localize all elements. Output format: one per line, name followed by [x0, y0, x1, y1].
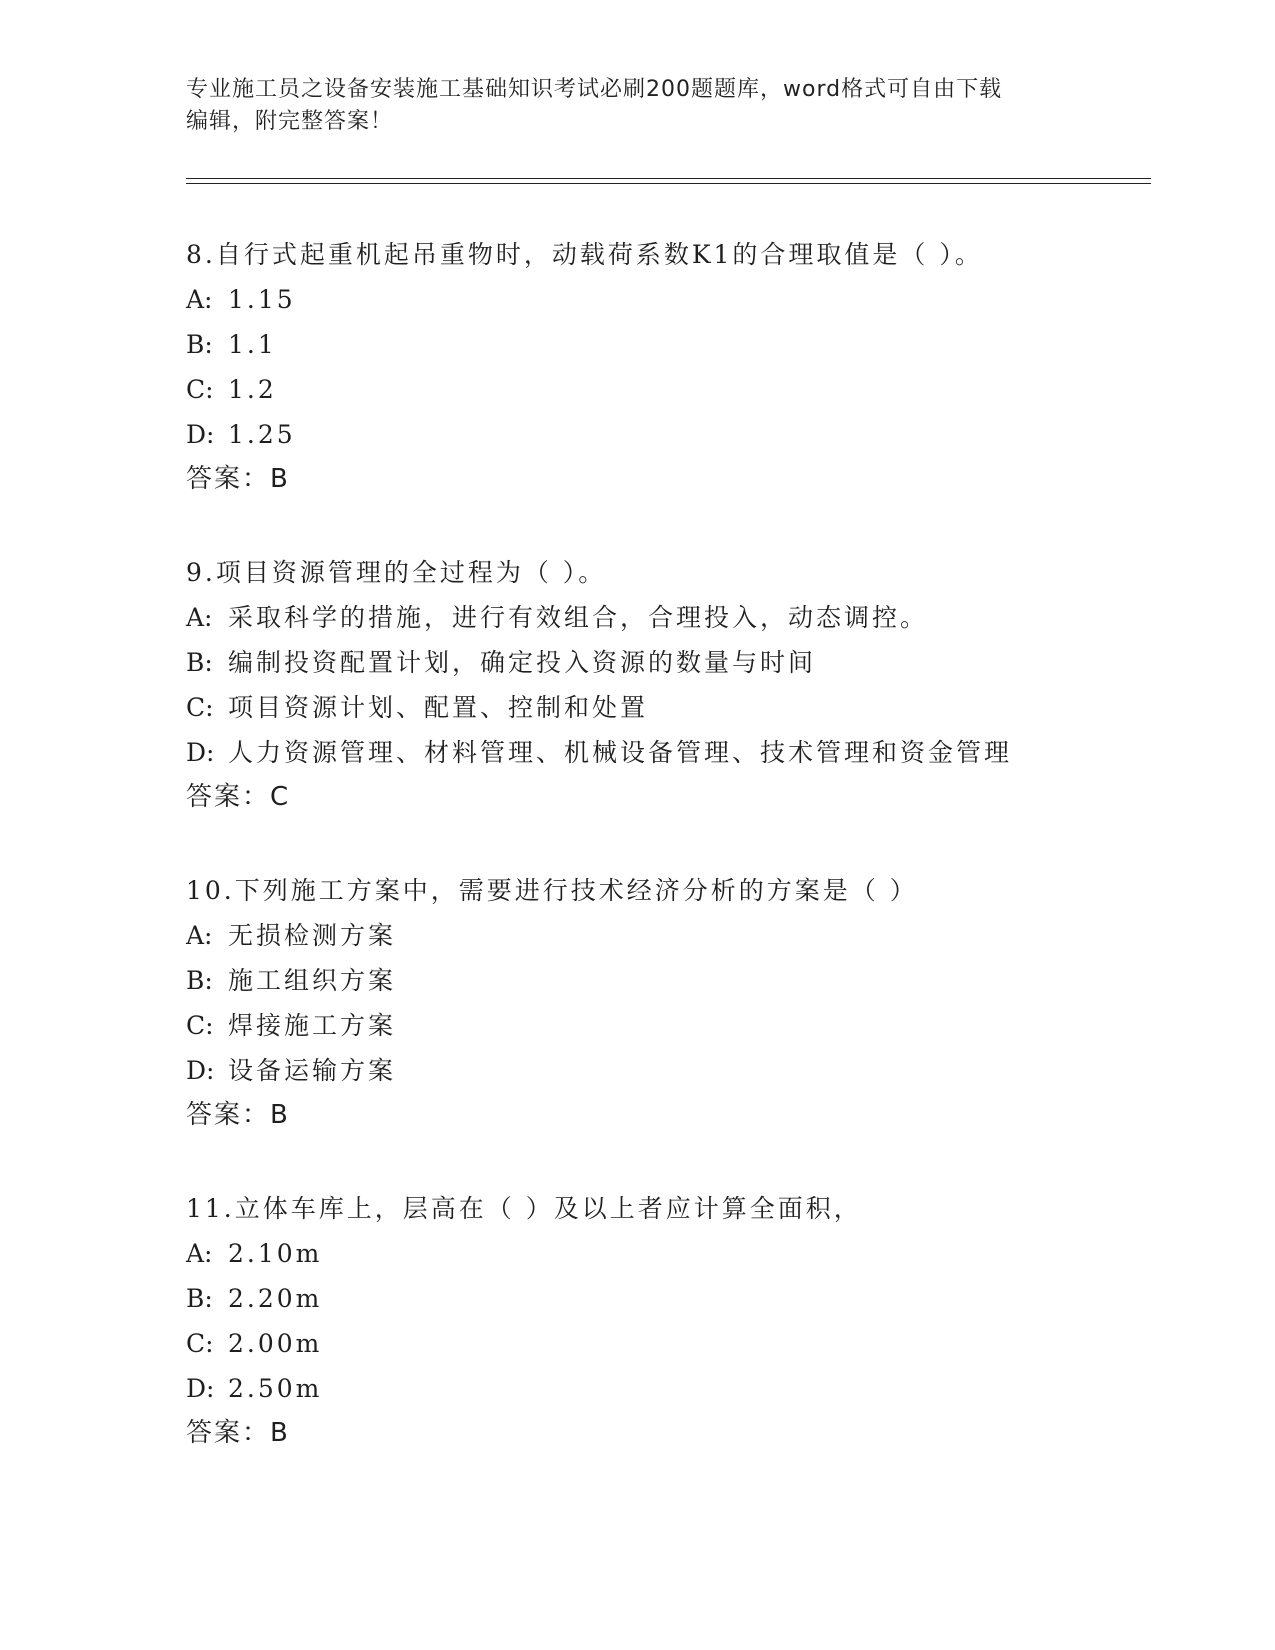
- header-line-2: 编辑，附完整答案！: [186, 109, 394, 134]
- question-stem: 10.下列施工方案中，需要进行技术经济分析的方案是（ ）: [186, 876, 918, 905]
- option-text: 施工组织方案: [228, 966, 397, 995]
- option-c: [186, 685, 1146, 730]
- option-letter: D:: [186, 1056, 215, 1085]
- answer-line: 答案：B: [186, 1100, 290, 1130]
- option-a: [186, 595, 1146, 640]
- option-text: 2.50m: [228, 1374, 323, 1403]
- question-8: [186, 232, 1146, 502]
- option-text: 编制投资配置计划，确定投入资源的数量与时间: [228, 648, 817, 677]
- option-text: 设备运输方案: [228, 1056, 397, 1085]
- option-letter: D:: [186, 738, 215, 767]
- option-text: 采取科学的措施，进行有效组合，合理投入，动态调控。: [228, 603, 929, 632]
- option-b: [186, 1276, 1146, 1321]
- option-text: 项目资源计划、配置、控制和处置: [228, 693, 649, 722]
- question-11: [186, 1186, 1146, 1456]
- option-letter: D:: [186, 1374, 215, 1403]
- question-10: [186, 868, 1146, 1138]
- option-c: [186, 1003, 1146, 1048]
- option-d: [186, 730, 1146, 775]
- document-header: [186, 74, 1086, 138]
- option-b: [186, 640, 1146, 685]
- option-a: [186, 913, 1146, 958]
- option-text: 2.20m: [228, 1284, 323, 1313]
- option-letter: B:: [186, 330, 213, 359]
- header-divider-top: [186, 178, 1151, 179]
- option-letter: C:: [186, 375, 214, 404]
- option-text: 焊接施工方案: [228, 1011, 397, 1040]
- option-letter: C:: [186, 693, 214, 722]
- option-letter: A:: [186, 285, 213, 314]
- option-text: 1.1: [228, 330, 277, 359]
- option-letter: B:: [186, 1284, 213, 1313]
- option-text: 2.10m: [228, 1239, 323, 1268]
- option-c: [186, 367, 1146, 412]
- option-letter: A:: [186, 1239, 213, 1268]
- option-a: [186, 277, 1146, 322]
- option-b: [186, 322, 1146, 367]
- question-stem: 11.立体车库上，层高在（ ）及以上者应计算全面积，: [186, 1194, 862, 1223]
- header-divider-bottom: [186, 183, 1151, 184]
- option-b: [186, 958, 1146, 1003]
- option-d: [186, 1048, 1146, 1093]
- option-text: 2.00m: [228, 1329, 323, 1358]
- option-letter: D:: [186, 420, 215, 449]
- option-text: 1.15: [228, 285, 296, 314]
- option-c: [186, 1321, 1146, 1366]
- question-9: [186, 550, 1146, 820]
- option-letter: C:: [186, 1011, 214, 1040]
- question-stem: 8.自行式起重机起吊重物时，动载荷系数K1的合理取值是（ ）。: [186, 240, 983, 269]
- answer-line: 答案：C: [186, 782, 291, 812]
- question-stem: 9.项目资源管理的全过程为（ ）。: [186, 558, 607, 587]
- option-a: [186, 1231, 1146, 1276]
- option-letter: B:: [186, 966, 213, 995]
- option-letter: B:: [186, 648, 213, 677]
- answer-line: 答案：B: [186, 1418, 290, 1448]
- option-text: 1.25: [228, 420, 296, 449]
- option-letter: A:: [186, 603, 213, 632]
- option-text: 人力资源管理、材料管理、机械设备管理、技术管理和资金管理: [228, 738, 1013, 767]
- option-d: [186, 1366, 1146, 1411]
- header-line-1: 专业施工员之设备安装施工基础知识考试必刷200题题库，word格式可自由下载: [186, 77, 1003, 102]
- option-letter: C:: [186, 1329, 214, 1358]
- option-letter: A:: [186, 921, 213, 950]
- option-text: 1.2: [228, 375, 277, 404]
- option-d: [186, 412, 1146, 457]
- answer-line: 答案：B: [186, 464, 290, 494]
- option-text: 无损检测方案: [228, 921, 397, 950]
